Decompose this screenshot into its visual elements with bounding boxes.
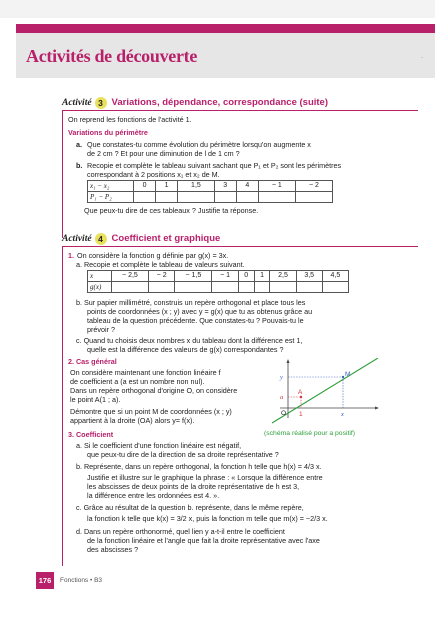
activity-4-frame-left [62, 246, 63, 566]
table-cell [214, 192, 236, 203]
table-cell [178, 192, 215, 203]
table-cell: 4 [236, 181, 258, 192]
part-2-title: 2. Cas général [68, 357, 117, 366]
part-1-number: 1. [68, 251, 74, 260]
part-1-text: On considère la fonction g définie par g(x) = 3x. [77, 251, 229, 260]
part-2-line5: Démontre que si un point M de coordonnées (x ; y) [70, 407, 232, 416]
activity-3-heading [62, 97, 328, 109]
part-1b-line3: tableau de la question précédente. Que constates-tu ? Pouvais-tu le [87, 316, 304, 325]
question-a-line2: de 2 cm ? Et pour une diminution de l de 1 cm ? [87, 149, 240, 158]
table-cell [295, 192, 332, 203]
activity-3-outro: Que peux-tu dire de ces tableaux ? Justifie ta réponse. [84, 206, 259, 215]
table-row [88, 271, 349, 282]
table-cell: − 2,5 [112, 271, 149, 282]
x-axis-arrow [375, 407, 379, 410]
part-1b-line1: b. Sur papier millimétré, construis un repère orthogonal et place tous les [76, 298, 306, 307]
table-cell: 1 [254, 271, 270, 282]
question-a-letter: a. [76, 140, 82, 149]
table-cell: − 1,5 [175, 271, 212, 282]
title-bar [16, 24, 435, 78]
activity-3-frame-left [62, 110, 63, 238]
table-cell: 2,5 [270, 271, 296, 282]
section-variations-perimetre: Variations du périmètre [68, 128, 148, 137]
graph-label-origin: O [281, 410, 287, 417]
part-2-line2: de coefficient a (a est un nombre non nul). [70, 377, 205, 386]
part-2-line6: appartient à la droite (OA) alors y= f(x). [70, 416, 195, 425]
table-cell [112, 282, 149, 293]
part-3a-line1: a. Si le coefficient d'une fonction linéaire est négatif, [76, 441, 242, 450]
table-cell [156, 192, 178, 203]
question-b-letter: b. [76, 161, 83, 170]
part-3b-line2: Justifie et illustre sur le graphique la phrase : « Lorsque la différence entre [87, 473, 323, 482]
question-b-line2: correspondant à 2 positions x₁ et x₂ de M. [87, 170, 220, 179]
activity-number-badge: 4 [95, 233, 107, 245]
point-m [342, 376, 344, 378]
activity-label: Activité [62, 98, 92, 108]
graph-caption: (schéma réalisé pour a positif) [264, 430, 356, 437]
part-3a-line2: que peux-tu dire de la direction de sa droite représentative ? [87, 450, 279, 459]
part-2-line1: On considère maintenant une fonction linéaire f [70, 368, 221, 377]
activity-4-heading [62, 233, 220, 245]
part-3d-line3: des abscisses ? [87, 545, 139, 554]
values-table [87, 270, 349, 293]
table-row [88, 192, 333, 203]
activity-3-intro: On reprend les fonctions de l'activité 1. [68, 115, 192, 124]
graph-label-point-a: A [298, 389, 303, 396]
table-cell [258, 192, 295, 203]
question-a-line1: Que constates-tu comme évolution du périmètre lorsqu'on augmente x [87, 140, 311, 149]
table-cell: 3 [214, 181, 236, 192]
table-cell: − 1 [258, 181, 295, 192]
part-2-line3: Dans un repère orthogonal d'origine O, on considère [70, 386, 238, 395]
table-cell [270, 282, 296, 293]
graph-label-point-m: M [345, 371, 351, 378]
part-3c-line2: la fonction k telle que k(x) = 3/2 x, puis la fonction m telle que m(x) = −2/3 x. [87, 514, 328, 523]
table-cell: 4,5 [322, 271, 348, 282]
page-number: 176 [36, 572, 54, 589]
question-b-line1: Recopie et complète le tableau suivant sachant que P₁ et P₂ sont les périmètres [87, 161, 342, 170]
perimeter-table [87, 180, 333, 203]
activity-title: Coefficient et graphique [111, 233, 221, 244]
activity-title: Variations, dépendance, correspondance (suite) [111, 97, 328, 108]
part-1c-line2: quelle est la différence des valeurs de g(x) correspondantes ? [87, 345, 284, 354]
table-cell: x₁ − x₂ [88, 181, 134, 192]
chapter-label: Fonctions • B3 [60, 577, 103, 584]
table-cell: − 1 [212, 271, 239, 282]
table-cell [296, 282, 322, 293]
decorative-dot: · [421, 55, 423, 61]
coordinate-graph [268, 358, 413, 428]
table-cell [238, 282, 254, 293]
table-cell: 1 [156, 181, 178, 192]
activity-number-badge: 3 [95, 97, 107, 109]
table-cell [322, 282, 348, 293]
table-row [88, 181, 333, 192]
part-3d-line2: de la fonction linéaire et l'angle que fait la droite représentative avec l'axe [87, 536, 320, 545]
table-cell: 0 [134, 181, 156, 192]
part-1c-line1: c. Quand tu choisis deux nombres x du tableau dont la différence est 1, [76, 336, 303, 345]
top-band [0, 0, 435, 18]
part-1b-line2: points de coordonnées (x ; y) avec y = g(x) que tu as obtenus grâce au [87, 307, 313, 316]
part-3b-line1: b. Représente, dans un repère orthogonal, la fonction h telle que h(x) = 4/3 x. [76, 462, 322, 471]
part-1b-line4: prévoir ? [87, 325, 115, 334]
table-cell: x [88, 271, 112, 282]
part-1a-text: a. Recopie et complète le tableau de valeurs suivant. [76, 260, 245, 269]
table-cell: 3,5 [296, 271, 322, 282]
table-row [88, 282, 349, 293]
part-3d-line1: d. Dans un repère orthonormé, quel lien y a-t-il entre le coefficient [76, 527, 285, 536]
table-cell: − 2 [295, 181, 332, 192]
table-cell: g(x) [88, 282, 112, 293]
table-cell [254, 282, 270, 293]
part-3c-line1: c. Grâce au résultat de la question b. représente, dans le même repère, [76, 503, 304, 512]
table-cell: 0 [238, 271, 254, 282]
table-cell [212, 282, 239, 293]
page-title: Activités de découverte [26, 46, 198, 66]
table-cell [134, 192, 156, 203]
part-3b-line4: la différence entre les ordonnées est 4. ». [87, 491, 220, 500]
point-a [300, 396, 302, 398]
table-cell [175, 282, 212, 293]
graph-label-a: a [280, 394, 284, 401]
table-cell: − 2 [148, 271, 175, 282]
graph-label-x: x [341, 411, 344, 418]
graph-label-y: y [280, 374, 283, 381]
table-cell: 1,5 [178, 181, 215, 192]
table-cell: P₁ − P₂ [88, 192, 134, 203]
table-cell [148, 282, 175, 293]
y-axis-arrow [287, 359, 290, 363]
part-2-line4: le point A(1 ; a). [70, 395, 121, 404]
table-cell [236, 192, 258, 203]
graph-label-one: 1 [299, 411, 303, 418]
part-3b-line3: les abscisses de deux points de la droite représentative de h est 3, [87, 482, 300, 491]
activity-label: Activité [62, 234, 92, 244]
part-3-title: 3. Coefficient [68, 430, 114, 439]
